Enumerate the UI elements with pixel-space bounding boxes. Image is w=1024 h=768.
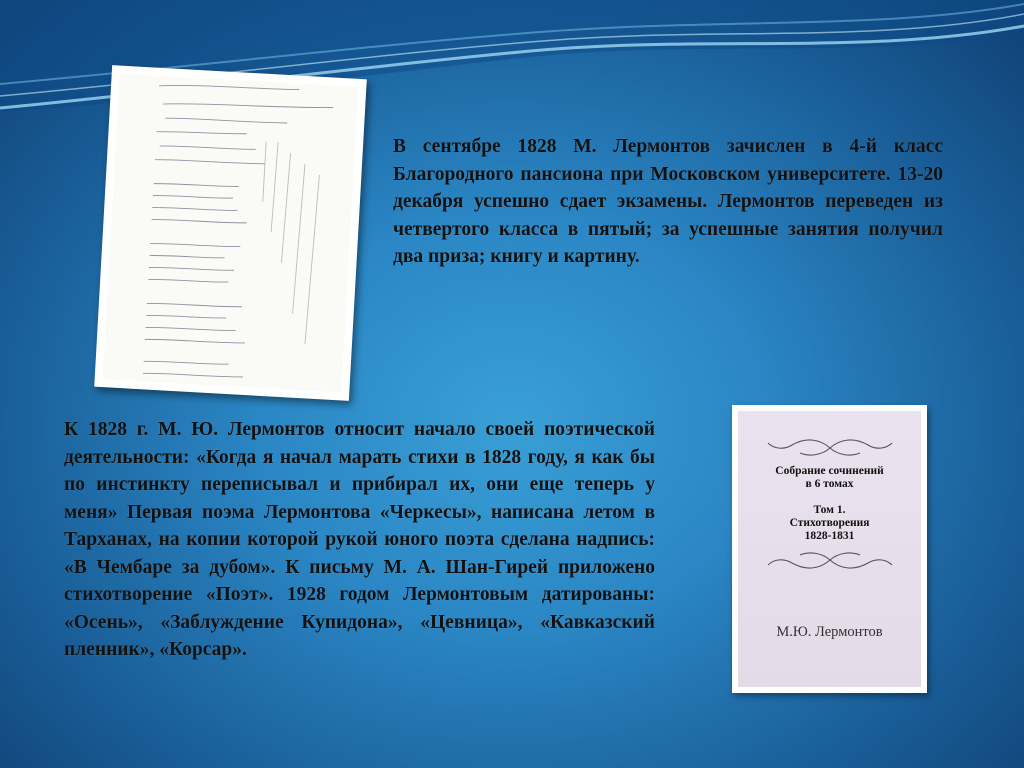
ornament-top [762,435,898,461]
book-title-line2: в 6 томах [805,478,854,490]
handwriting-lines [103,74,359,393]
book-years: 1828-1831 [804,530,855,542]
book-volume-number: Том 1. [813,504,846,516]
book-author: М.Ю. Лермонтов [776,624,883,640]
book-volume [738,504,921,543]
paragraph-bottom: К 1828 г. М. Ю. Лермонтов относит начало своей поэтической деятельности: «Когда я начал марать стихи в 1828 году, я как бы по инстинкту переписывал и прибирал их, они еще теперь у меня» Первая поэма Лермонтова «Черкесы», написана летом в Тарханах, на копии которой рукой юного поэта сделана надпись: «В Чембаре за дубом». К письму М. А. Шан-Гирей приложено стихотворение «Поэт». 1928 годом Лермонтовым датированы: «Осень», «Заблуждение Купидона», «Цевница», «Кавказский пленник», «Корсар». [64,419,655,660]
book-subtitle: Стихотворения [789,517,870,529]
ornament-bottom [762,547,898,573]
book-title [738,465,921,491]
book-cover [738,411,921,687]
manuscript-photo [94,65,367,401]
paragraph-top: В сентябре 1828 М. Лермонтов зачислен в 4-й класс Благородного пансиона при Московском университете. 13-20 декабря успешно сдает экзамены. Лермонтов переведен из четвертого класса в пятый; за успешные занятия получил два приза; книгу и картину. [393,136,943,267]
manuscript-page [103,74,359,393]
book-cover-image [732,405,927,693]
book-title-line1: Собрание сочинений [775,465,884,477]
